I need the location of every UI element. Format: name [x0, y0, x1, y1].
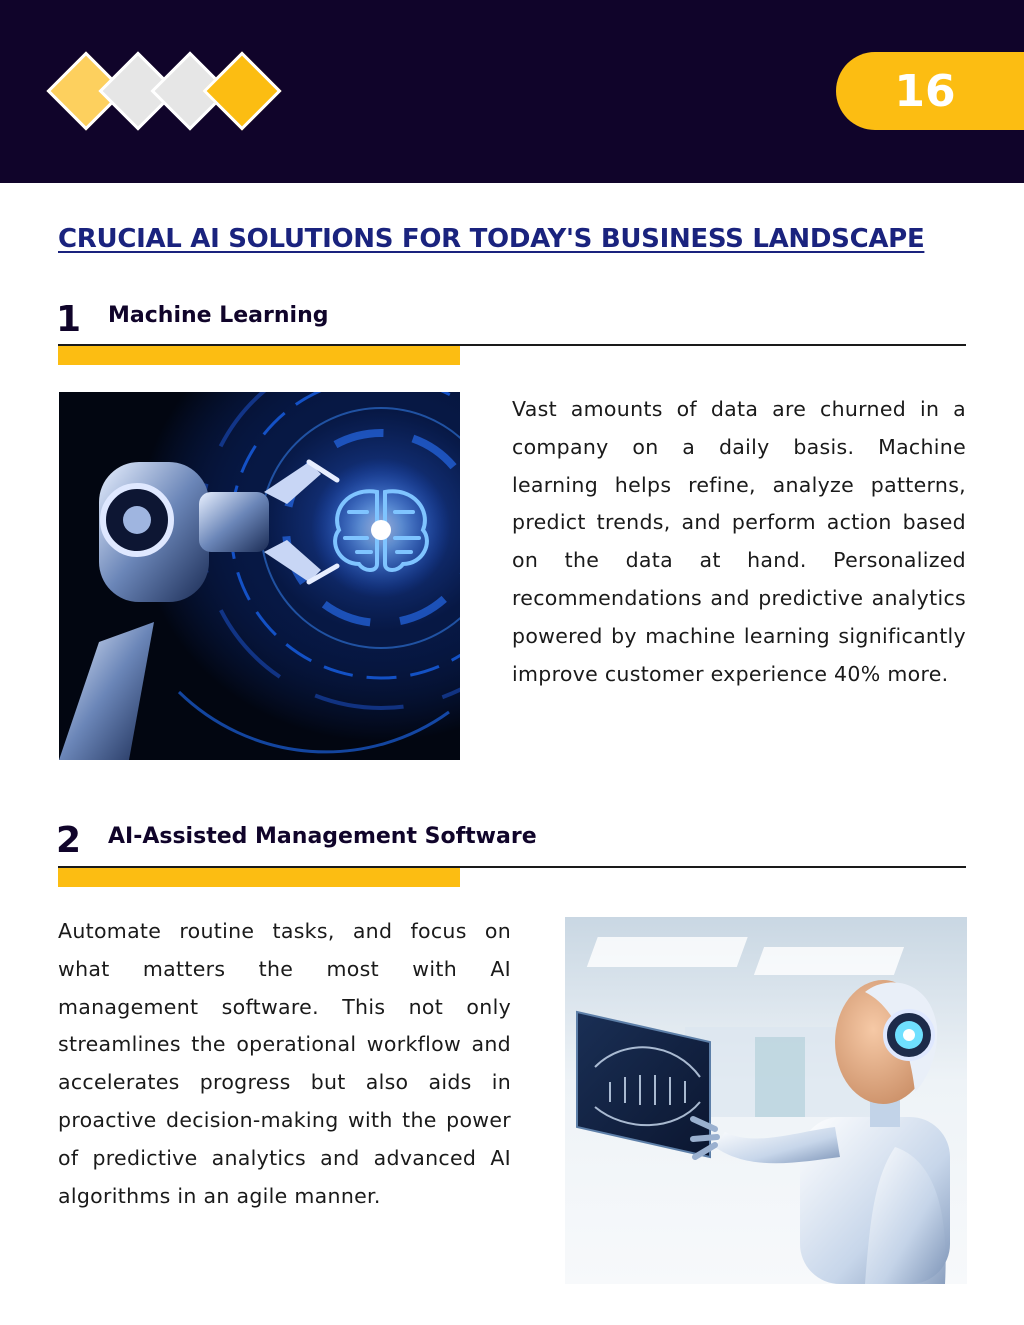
section-2-accent-bar [58, 868, 460, 887]
section-1-body: Vast amounts of data are churned in a company on a daily basis. Machine learning helps refine, analyze patterns, predict trends, and perform action based on the data at hand. Personalized recommendations and predictive analytics powered by machine learning significantly improve customer experience 40% more. [512, 397, 966, 686]
section-1-accent-bar [58, 346, 460, 365]
robot-xray-icon [565, 917, 967, 1284]
section-1-number: 1 [56, 299, 82, 340]
page-number-badge [836, 52, 1024, 130]
page-title: CRUCIAL AI SOLUTIONS FOR TODAY'S BUSINESS LANDSCAPE [58, 224, 925, 254]
section-2-body: Automate routine tasks, and focus on what matters the most with AI management software. This not only streamlines the operational workflow and accelerates progress but also aids in proactive decision-making with the power of predictive analytics and advanced AI algorithms in an agile manner. [58, 919, 511, 1208]
header-band [0, 0, 1024, 183]
section-1-title: Machine Learning [108, 303, 329, 328]
robot-arm-brain-icon [59, 392, 460, 760]
section-2-number: 2 [56, 820, 82, 861]
section-2-title: AI-Assisted Management Software [108, 824, 537, 849]
page-number: 16 [894, 65, 956, 117]
robot-xray-image [565, 917, 967, 1284]
robot-arm-brain-image [59, 392, 460, 760]
